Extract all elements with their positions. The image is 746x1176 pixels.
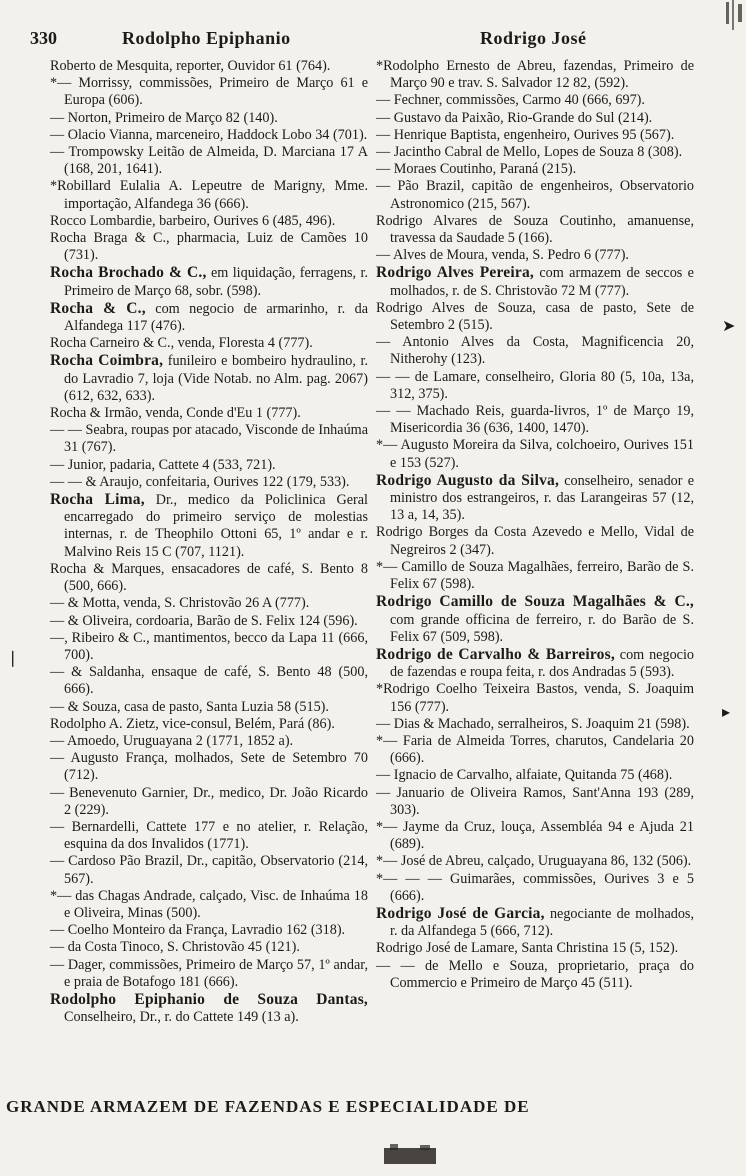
page-edge-wear xyxy=(686,0,746,40)
directory-entry: — Moraes Coutinho, Paraná (215). xyxy=(376,161,577,178)
directory-entry: Rodrigo Alvares de Souza Coutinho, amanuense, travessa da Saudade 5 (166). xyxy=(376,212,694,247)
directory-entry: — Bernardelli, Cattete 177 e no atelier, r. Relação, esquina da dos Invalidos (1771). xyxy=(50,818,368,853)
directory-entry: — Alves de Moura, venda, S. Pedro 6 (777). xyxy=(376,247,629,264)
entry-bold-name: Rodrigo Augusto da Silva, xyxy=(376,471,560,489)
directory-entry: — Gustavo da Paixão, Rio-Grande do Sul (214). xyxy=(376,109,653,126)
directory-entry: *— Augusto Moreira da Silva, colchoeiro, Ourives 151 e 153 (527). xyxy=(376,437,694,471)
directory-entry: Rocha Braga & C., pharmacia, Luiz de Camões 10 (731). xyxy=(50,230,368,264)
entry-bold-name: Rodrigo Alves Pereira, xyxy=(376,264,534,282)
directory-entry: *— José de Abreu, calçado, Uruguayana 86, 132 (506). xyxy=(376,853,692,870)
footer-banner: GRANDE ARMAZEM DE FAZENDAS E ESPECIALIDADE DE xyxy=(6,1097,530,1116)
directory-entry: *— Morrissy, commissões, Primeiro de Março 61 e Europa (606). xyxy=(50,75,368,109)
page-number: 330 xyxy=(30,28,57,48)
directory-entry: — Trompowsky Leitão de Almeida, D. Marciana 17 A (168, 201, 1641). xyxy=(50,144,368,178)
directory-entry: *— Camillo de Souza Magalhães, ferreiro, Barão de S. Felix 67 (598). xyxy=(376,558,694,593)
directory-entry: — Cardoso Pão Brazil, Dr., capitão, Observatorio (214, 567). xyxy=(50,853,368,887)
directory-entry: — Norton, Primeiro de Março 82 (140). xyxy=(50,109,278,126)
directory-entry: Rocha Lima, Dr., medico da Policlinica Geral encarregado do primeiro serviço de molestias internas, r. de Theophilo Ottoni 65, 1º andar e r. Malvino Reis 15 C (707, 1121). xyxy=(50,491,368,560)
entry-bold-name: Rodolpho Epiphanio de Souza Dantas, xyxy=(50,990,368,1008)
directory-entry: *Rodolpho Ernesto de Abreu, fazendas, Primeiro de Março 90 e trav. S. Salvador 12 82, (592). xyxy=(376,58,694,92)
directory-entry: — Ignacio de Carvalho, alfaiate, Quitanda 75 (468). xyxy=(376,767,673,784)
header-title-right: Rodrigo José xyxy=(480,28,587,48)
entry-bold-name: Rocha Brochado & C., xyxy=(50,264,207,282)
directory-entry: Rodrigo Alves Pereira, com armazem de seccos e molhados, r. de S. Christovão 72 M (777). xyxy=(376,264,694,299)
directory-entry: — Jacintho Cabral de Mello, Lopes de Souza 8 (308). xyxy=(376,144,683,161)
margin-arrow-right: ➤ xyxy=(722,316,736,335)
directory-entry: — Dias & Machado, serralheiros, S. Joaquim 21 (598). xyxy=(376,715,690,732)
directory-entry: — — de Lamare, conselheiro, Gloria 80 (5, 10a, 13a, 312, 375). xyxy=(376,368,694,402)
directory-entry: Rodrigo José de Lamare, Santa Christina 15 (5, 152). xyxy=(376,940,679,957)
right-column xyxy=(376,58,694,992)
directory-entry: — — de Mello e Souza, proprietario, praça do Commercio e Primeiro de Março 45 (511). xyxy=(376,957,694,991)
directory-entry: Rocha Coimbra, funileiro e bombeiro hydraulino, r. do Lavradio 7, loja (Vide Notab. no Alm. pag. 2067) (612, 632, 633). xyxy=(50,352,368,404)
directory-entry: — Fechner, commissões, Carmo 40 (666, 697). xyxy=(376,92,645,109)
directory-entry: Rocco Lombardie, barbeiro, Ourives 6 (485, 496). xyxy=(50,212,336,229)
directory-entry: — — & Araujo, confeitaria, Ourives 122 (179, 533). xyxy=(50,473,350,490)
directory-entry: — Olacio Vianna, marceneiro, Haddock Lobo 34 (701). xyxy=(50,126,368,143)
margin-arrow-left: ▸ xyxy=(722,702,731,721)
directory-entry: — Dager, commissões, Primeiro de Março 57, 1º andar, e praia de Botafogo 181 (666). xyxy=(50,956,368,990)
directory-entry: Rodrigo José de Garcia, negociante de molhados, r. da Alfandega 5 (666, 712). xyxy=(376,904,694,940)
directory-entry: *Rodrigo Coelho Teixeira Bastos, venda, S. Joaquim 156 (777). xyxy=(376,681,694,715)
directory-entry: — Coelho Monteiro da França, Lavradio 162 (318). xyxy=(50,922,346,939)
entry-bold-name: Rocha Coimbra, xyxy=(50,352,164,370)
left-column xyxy=(50,58,368,1026)
entry-bold-name: Rocha & C., xyxy=(50,299,146,317)
directory-entry: Rodrigo Borges da Costa Azevedo e Mello, Vidal de Negreiros 2 (347). xyxy=(376,524,694,558)
directory-entry: Rodrigo Augusto da Silva, conselheiro, senador e ministro dos estrangeiros, r. das Larangeiras 57 (12, 13 a, 14, 35). xyxy=(376,471,694,524)
directory-entry: — Junior, padaria, Cattete 4 (533, 721). xyxy=(50,456,276,473)
directory-entry: Rodrigo Camillo de Souza Magalhães & C., com grande officina de ferreiro, r. do Barão de S. Felix 67 (509, 598). xyxy=(376,593,694,645)
entry-bold-name: Rocha Lima, xyxy=(50,491,145,509)
directory-entry: — Antonio Alves da Costa, Magnificencia 20, Nitherohy (123). xyxy=(376,334,694,368)
directory-entry: — Henrique Baptista, engenheiro, Ourives 95 (567). xyxy=(376,126,675,143)
directory-entry: *— Faria de Almeida Torres, charutos, Candelaria 20 (666). xyxy=(376,732,694,767)
running-header xyxy=(30,28,706,52)
directory-entry: Rocha Carneiro & C., venda, Floresta 4 (777). xyxy=(50,335,313,352)
printer-ornament xyxy=(380,1142,440,1168)
margin-bracket: ❘ xyxy=(6,648,20,667)
directory-entry: — da Costa Tinoco, S. Christovão 45 (121). xyxy=(50,939,300,956)
directory-entry: — & Saldanha, ensaque de café, S. Bento 48 (500, 666). xyxy=(50,664,368,698)
directory-entry: *Robillard Eulalia A. Lepeutre de Marigny, Mme. importação, Alfandega 36 (666). xyxy=(50,178,368,212)
entry-bold-name: Rodrigo José de Garcia, xyxy=(376,904,545,922)
header-title-left: Rodolpho Epiphanio xyxy=(122,28,291,48)
directory-entry: Rocha & C., com negocio de armarinho, r. da Alfandega 117 (476). xyxy=(50,299,368,335)
directory-entry: — Benevenuto Garnier, Dr., medico, Dr. João Ricardo 2 (229). xyxy=(50,784,368,818)
directory-entry: —, Ribeiro & C., mantimentos, becco da Lapa 11 (666, 700). xyxy=(50,629,368,663)
directory-entry: — & Souza, casa de pasto, Santa Luzia 58 (515). xyxy=(50,698,329,715)
directory-entry: Rocha Brochado & C., em liquidação, ferragens, r. Primeiro de Março 68, sobr. (598). xyxy=(50,264,369,299)
directory-entry: *— — — Guimarães, commissões, Ourives 3 e 5 (666). xyxy=(376,870,694,904)
entry-bold-name: Rodrigo Camillo de Souza Magalhães & C., xyxy=(376,593,694,611)
directory-entry: Rodrigo de Carvalho & Barreiros, com negocio de fazendas e roupa feita, r. dos Andradas 5 (593). xyxy=(376,645,694,681)
entry-bold-name: Rodrigo de Carvalho & Barreiros, xyxy=(376,645,615,663)
directory-entry: Rodolpho A. Zietz, vice-consul, Belém, Pará (86). xyxy=(50,715,335,732)
directory-entry: Rocha & Irmão, venda, Conde d'Eu 1 (777). xyxy=(50,405,301,422)
directory-entry: Rodolpho Epiphanio de Souza Dantas, Conselheiro, Dr., r. do Cattete 149 (13 a). xyxy=(50,990,368,1026)
directory-entry: Rodrigo Alves de Souza, casa de pasto, Sete de Setembro 2 (515). xyxy=(376,299,694,334)
directory-entry: — — Machado Reis, guarda-livros, 1º de Março 19, Misericordia 36 (636, 1400, 1470). xyxy=(376,403,694,437)
directory-entry: *— das Chagas Andrade, calçado, Visc. de Inhaúma 18 e Oliveira, Minas (500). xyxy=(50,887,368,921)
directory-entry: — Augusto França, molhados, Sete de Setembro 70 (712). xyxy=(50,750,368,784)
directory-entry: — & Motta, venda, S. Christovão 26 A (777). xyxy=(50,595,310,612)
directory-entry: Roberto de Mesquita, reporter, Ouvidor 61 (764). xyxy=(50,58,331,74)
directory-entry: — — Seabra, roupas por atacado, Visconde de Inhaúma 31 (767). xyxy=(50,422,368,456)
directory-entry: — & Oliveira, cordoaria, Barão de S. Felix 124 (596). xyxy=(50,612,358,629)
directory-entry: Rocha & Marques, ensacadores de café, S. Bento 8 (500, 666). xyxy=(50,560,368,595)
directory-entry: *— Jayme da Cruz, louça, Assembléa 94 e Ajuda 21 (689). xyxy=(376,818,694,853)
directory-entry: — Januario de Oliveira Ramos, Sant'Anna 193 (289, 303). xyxy=(376,784,694,818)
directory-entry: — Pão Brazil, capitão de engenheiros, Observatorio Astronomico (215, 567). xyxy=(376,178,694,212)
directory-entry: — Amoedo, Uruguayana 2 (1771, 1852 a). xyxy=(50,732,294,749)
